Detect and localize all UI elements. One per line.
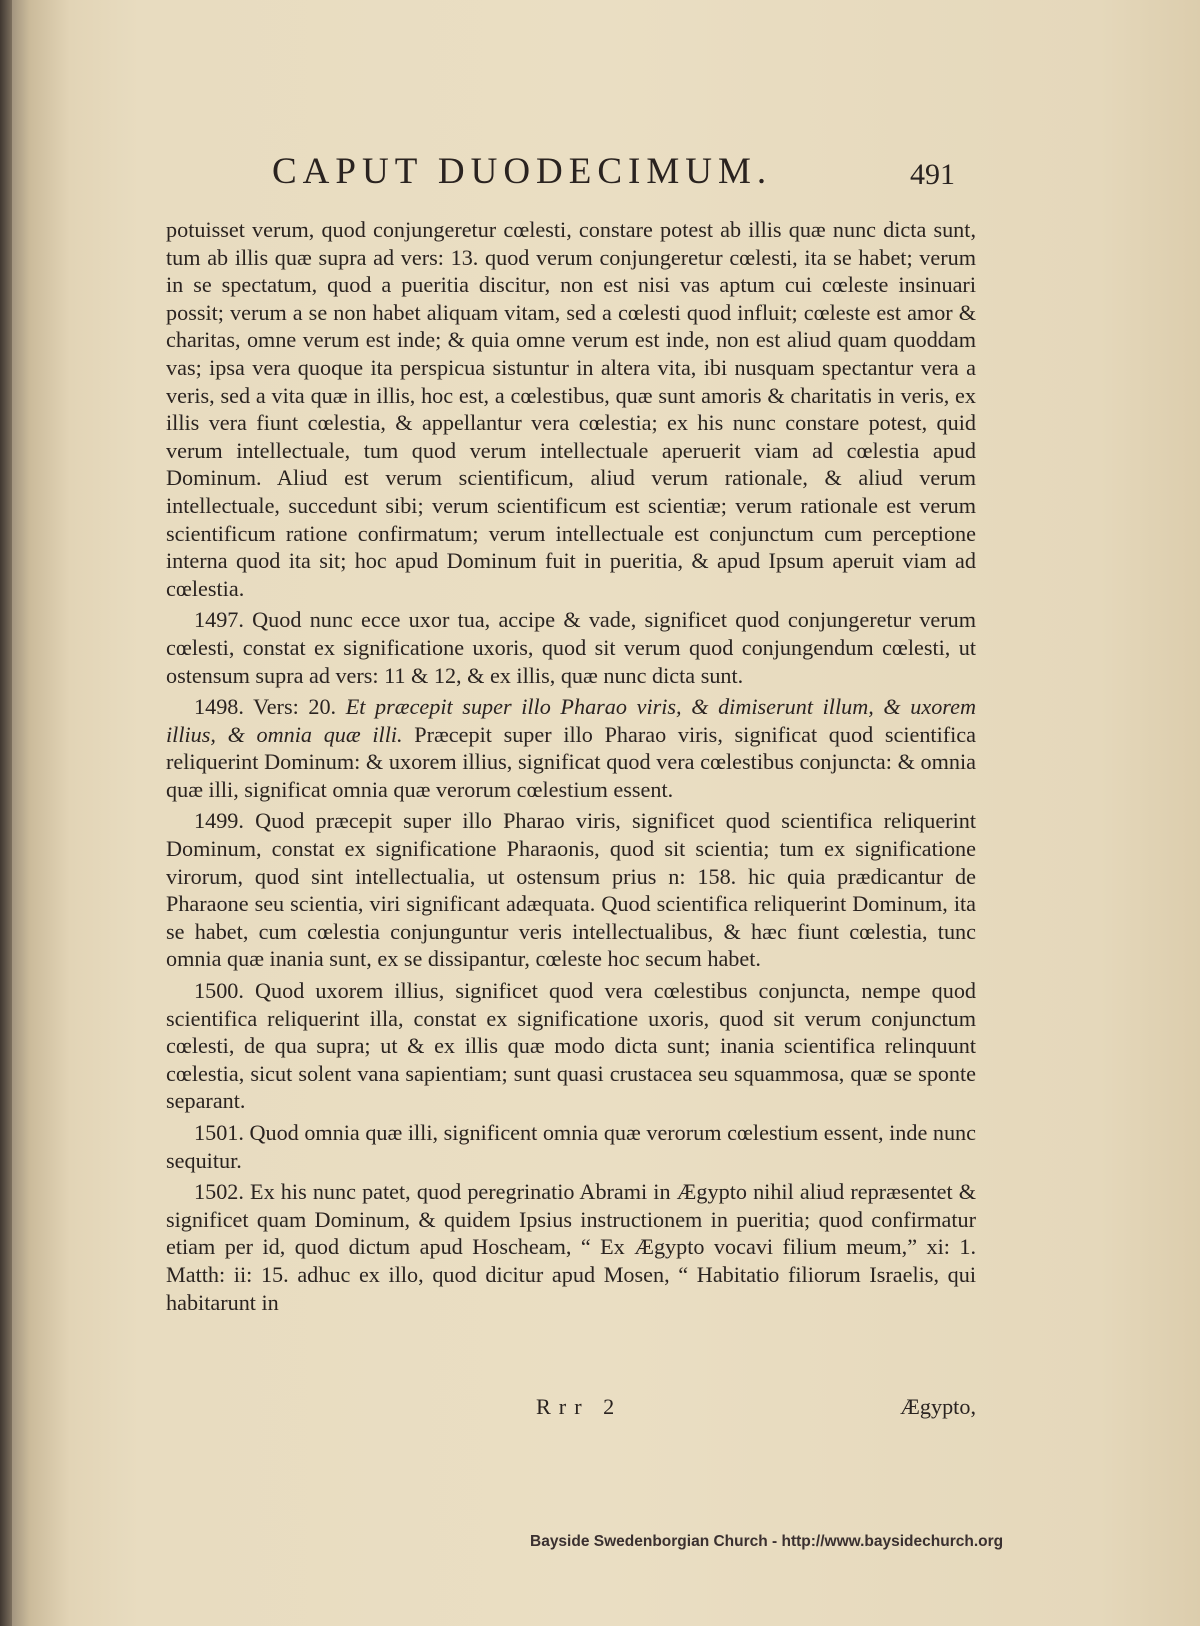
paragraph-text: Quod nunc ecce uxor tua, accipe & vade, significet quod conjungeretur verum cœlesti, constat ex significatione uxoris, quod sit verum quod conjungendum cœlesti, ut ostensum supra ad vers: 11 & 12, & ex illis, quæ nunc dicta sunt. — [166, 607, 976, 688]
section-number: 1502. — [194, 1179, 244, 1205]
source-credit: Bayside Swedenborgian Church - http://www.baysidechurch.org — [530, 1533, 1004, 1550]
paragraph-text: Quod uxorem illius, significet quod vera cœlestibus conjuncta, nempe quod scientifica reliquerint illa, constat ex significatione uxoris, quod sit verum conjunctum cœlesti, de qua supra; ut & ex illis quæ modo dicta sunt; inania scientifica relinquunt cœlestia, sicut solent vana sapientiam; sunt quasi crustacea seu squammosa, quæ se sponte separant. — [166, 978, 977, 1114]
section-number: 1501. — [194, 1120, 244, 1145]
paragraph-text: Præcepit super illo Pharao viris, significat quod scientifica reliquerint Dominum: & uxorem illius, significat quod vera cœlestibus conjuncta: & omnia quæ illi, significat omnia quæ verorum cœlestium essent. — [166, 721, 977, 802]
paragraph-text: Quod omnia quæ illi, significent omnia quæ verorum cœlestium essent, inde nunc sequitur. — [166, 1120, 977, 1173]
scripture-quote: Et præcepit super illo Pharao viris, & dimiserunt illum, & uxorem illius, & omnia quæ illi. — [166, 694, 976, 747]
paragraph — [166, 807, 976, 973]
paragraph-text: Ex his nunc patet, quod peregrinatio Abrami in Ægypto nihil aliud repræsentet & significet quam Dominum, & quidem Ipsius instructionem in pueritia; quod confirmatur etiam per id, quod dictum apud Hoscheam, “ Ex Ægypto vocavi filium meum,” xi: 1. Matth: ii: 15. adhuc ex illo, quod dicitur apud Mosen, “ Habitatio filiorum Israelis, qui habitarunt in — [166, 1179, 976, 1315]
paragraph — [166, 216, 976, 602]
paragraph — [166, 977, 976, 1115]
page-header — [272, 150, 992, 200]
paragraph-text: potuisset verum, quod conjungeretur cœlesti, constare potest ab illis quæ nunc dicta sunt, tum ab illis quæ supra ad vers: 13. quod verum conjungeretur cœlesti, ita se habet; verum in se spectatum, quod a pueritia discitur, non est nisi vas aptum cui cœleste insinuari possit; verum a se non habet aliquam vitam, sed a cœlesti quod influit; cœleste est amor & charitas, omne verum est inde; & quia omne verum est inde, non est aliud quam quoddam vas; ipsa vera quoque ita perspicua sistuntur in altera vita, ibi nusquam spectantur vera a veris, sed a vita quæ in illis, hoc est, a cœlestibus, quæ sunt amoris & charitatis in veris, ex illis vera fiunt cœlestia, & appellantur vera cœlestia; ex his nunc constare potest, quid verum intellectuale, tum quod verum intellectuale aperuerit viam ad cœlestia apud Dominum. Aliud est verum scientificum, aliud verum rationale, & aliud verum intellectuale, succedunt sibi; verum scientificum est scientiæ; verum rationale est verum scientificum ratione confirmatum; verum intellectuale est conjunctum cum perceptione interna quod ita sit; hoc apud Dominum fuit in pueritia, & apud Ipsum aperuit viam ad cœlestia. — [166, 217, 976, 601]
paragraph — [166, 1119, 976, 1174]
text-block — [166, 216, 976, 1320]
paragraph — [166, 1178, 976, 1316]
section-number: 1497. — [194, 607, 244, 633]
page-number: 491 — [910, 158, 955, 191]
signature-mark: Rrr 2 — [536, 1394, 623, 1419]
book-spine-shadow — [0, 0, 12, 1626]
running-title: CAPUT DUODECIMUM. — [272, 151, 773, 192]
page-footer — [166, 1394, 976, 1424]
paragraph — [166, 693, 976, 803]
paragraph-text: Vers: 20. — [253, 694, 346, 720]
paragraph — [166, 606, 976, 689]
paragraph-text: Quod præcepit super illo Pharao viris, significet quod scientifica reliquerint Dominum, constat ex significatione Pharaonis, quod sit scientia; tum ex significatione virorum, quod sint intellectualia, ut ostensum prius n: 158. hic quia prædicantur de Pharaone seu scientia, viri significant adæquata. Quod scientifica reliquerint Dominum, ita se habet, cum cœlestia conjunguntur veris intellectualibus, & hæc fiunt cœlestia, tunc omnia quæ inania sunt, ex se dissipantur, cœleste hoc secum habet. — [166, 808, 976, 972]
catchword: Ægypto, — [900, 1394, 976, 1419]
section-number: 1498. — [194, 694, 244, 720]
section-number: 1499. — [194, 808, 244, 834]
section-number: 1500. — [194, 978, 244, 1004]
